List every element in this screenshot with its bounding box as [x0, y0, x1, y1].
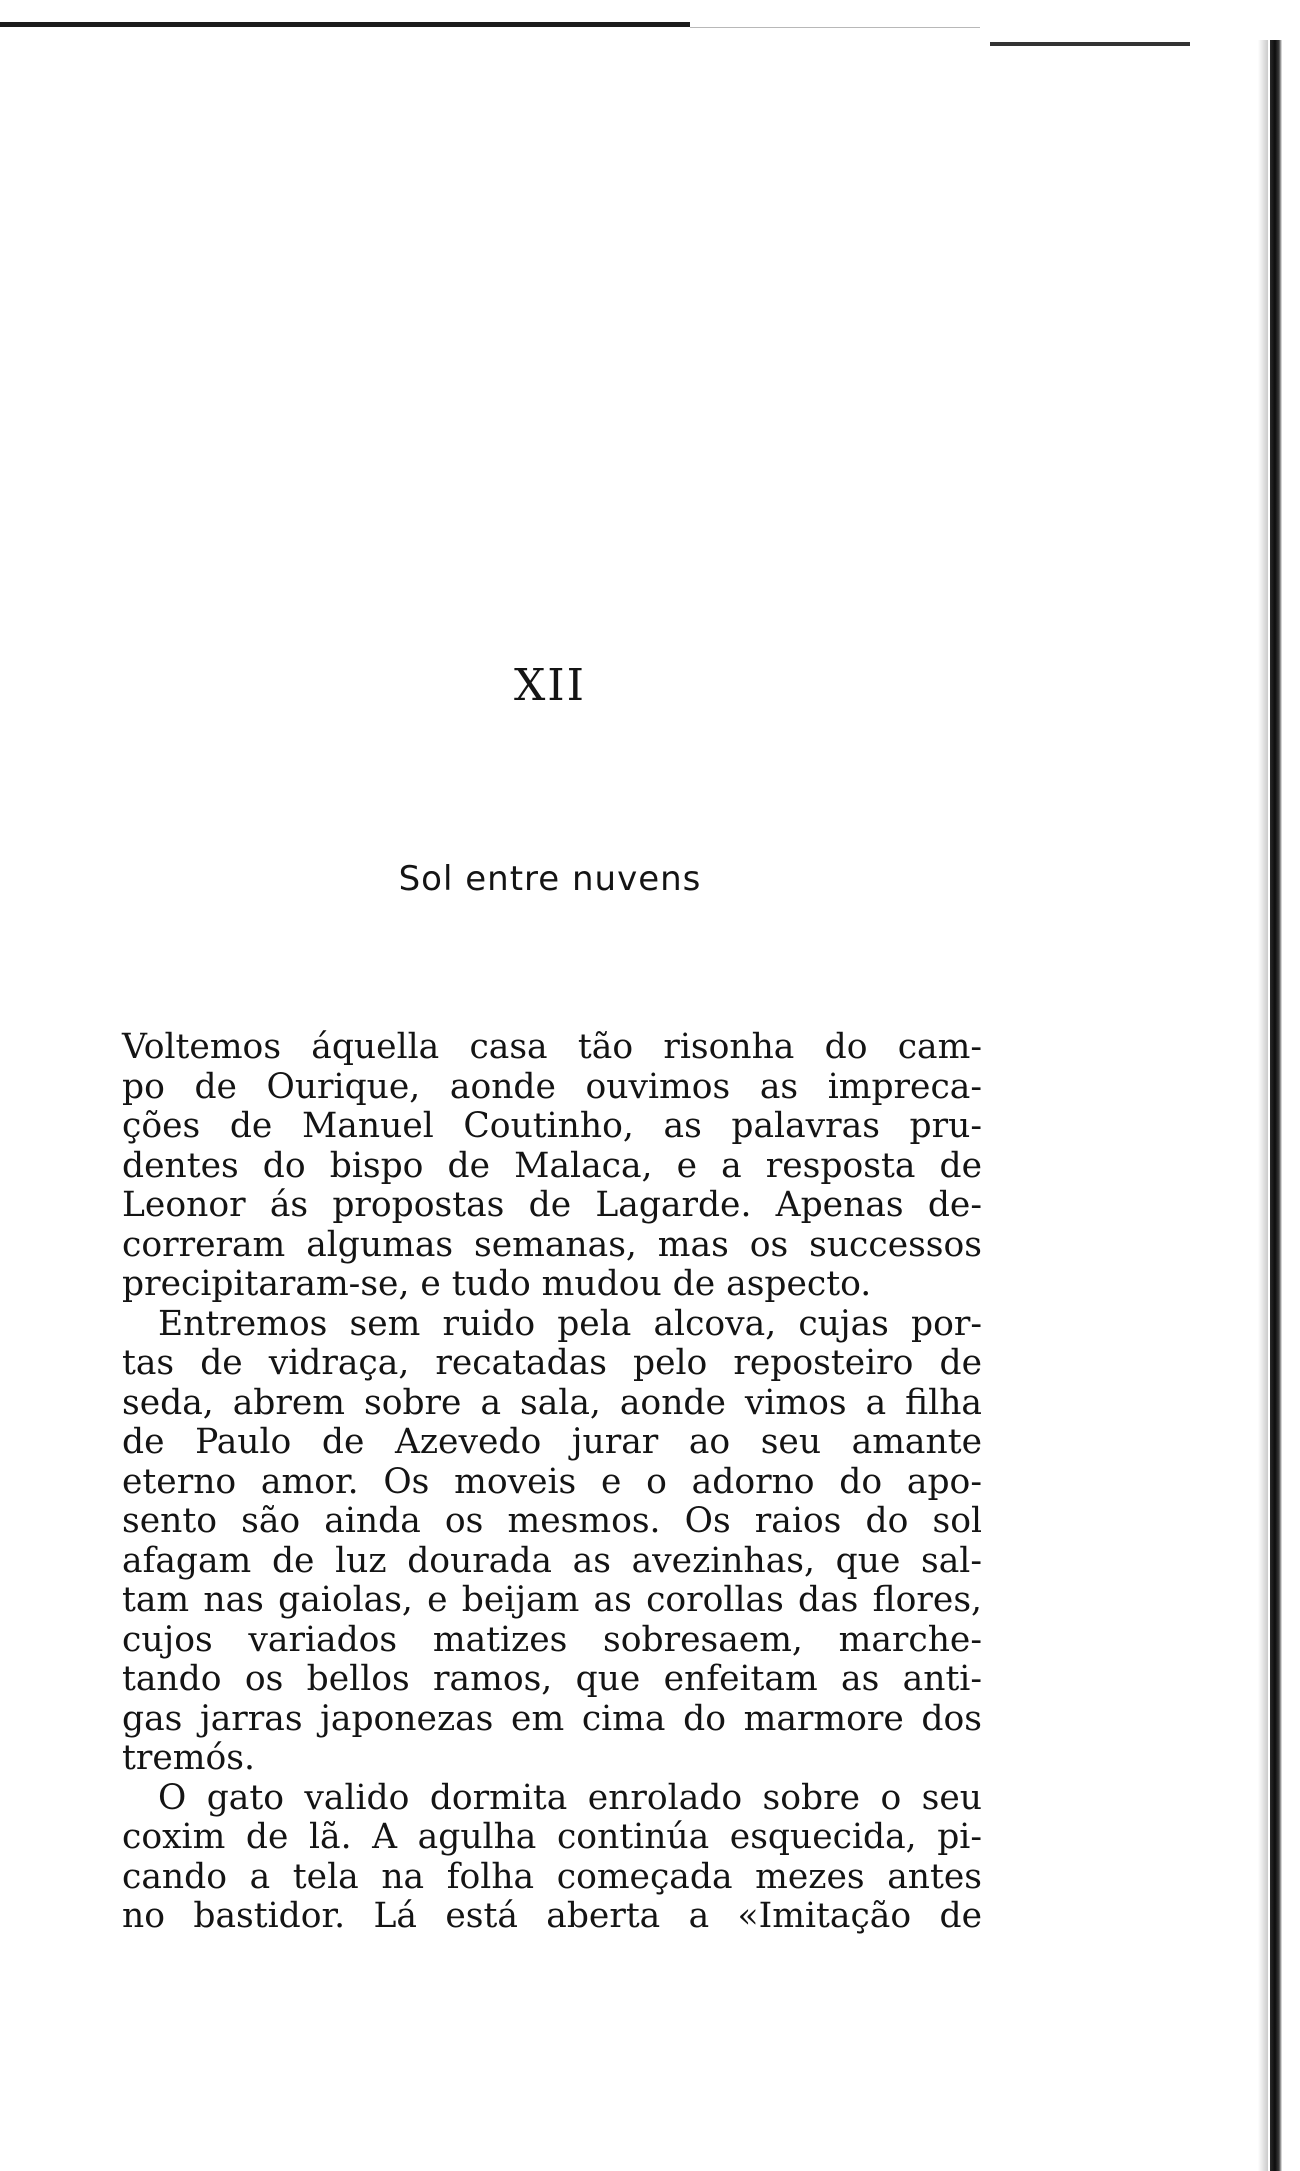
- top-border-rule: [0, 22, 690, 27]
- text-line: Voltemos áquella casa tão risonha do cam-: [122, 1027, 982, 1067]
- text-line: tremós.: [122, 1738, 255, 1778]
- text-line: dentes do bispo de Malaca, e a resposta de: [122, 1145, 982, 1186]
- page-right-edge: [1270, 40, 1282, 2171]
- text-line: tas de vidraça, recatadas pelo reposteiro de: [122, 1343, 982, 1383]
- text-line: Entremos sem ruido pela alcova, cujas por-: [158, 1303, 982, 1344]
- text-line: po de Ourique, aonde ouvimos as impreca-: [122, 1066, 982, 1107]
- text-line: tam nas gaiolas, e beijam as corollas das flores,: [122, 1580, 982, 1620]
- text-line: tando os bellos ramos, que enfeitam as anti-: [122, 1659, 982, 1699]
- text-line: cujos variados matizes sobresaem, marche-: [122, 1619, 982, 1660]
- text-line: Leonor ás propostas de Lagarde. Apenas de-: [122, 1185, 982, 1225]
- text-line: afagam de luz dourada as avezinhas, que sal-: [122, 1540, 982, 1581]
- text-line: correram algumas semanas, mas os successos: [122, 1224, 982, 1265]
- text-line: cando a tela na folha começada mezes antes: [122, 1856, 982, 1897]
- text-line: sento são ainda os mesmos. Os raios do sol: [122, 1501, 982, 1541]
- page-gutter-shadow: [1258, 40, 1268, 2171]
- chapter-number: XII: [513, 660, 587, 711]
- text-line: no bastidor. Lá está aberta a «Imitação de: [122, 1896, 982, 1936]
- text-line: eterno amor. Os moveis e o adorno do apo-: [122, 1461, 982, 1502]
- text-line: coxim de lã. A agulha continúa esquecida, pi-: [122, 1817, 982, 1857]
- text-line: precipitaram-se, e tudo mudou de aspecto.: [122, 1264, 872, 1304]
- chapter-title: Sol entre nuvens: [398, 859, 702, 899]
- top-right-rule: [990, 42, 1190, 46]
- text-line: gas jarras japonezas em cima do marmore dos: [122, 1698, 982, 1739]
- text-line: de Paulo de Azevedo jurar ao seu amante: [122, 1422, 982, 1462]
- top-border-rule-faint: [690, 27, 980, 28]
- text-line: seda, abrem sobre a sala, aonde vimos a filha: [122, 1382, 982, 1423]
- text-line: ções de Manuel Coutinho, as palavras pru-: [122, 1106, 982, 1146]
- text-line: O gato valido dormita enrolado sobre o seu: [158, 1777, 982, 1818]
- body-text: [122, 1028, 982, 1937]
